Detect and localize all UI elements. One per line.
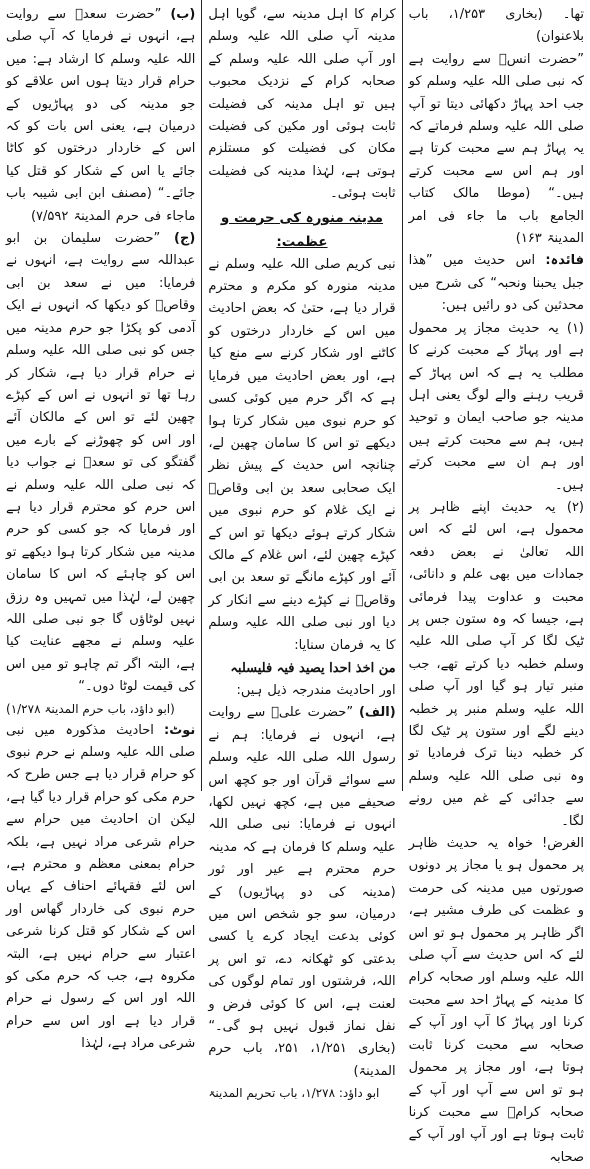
hadith-label: (ج) [174, 231, 196, 247]
reference: (ابو داؤد، باب حرم المدینۃ ۱/۲۷۸) [6, 701, 175, 716]
section-heading: مدینہ منورہ کی حرمت و عظمت: [220, 209, 384, 250]
note-text: احادیث مذکورہ میں نبی صلی اللہ علیہ وسلم نے حرم نبوی کو حرام قرار دیا ہے جس طرح کہ حرم مکی کو حرام قرار دیا گیا ہے، لیکن ان احادیث میں حرام سے حرام شرعی مراد نہیں ہے، بلکہ حرام بمعنی معظم و محترم ہے، اس لئے فقہائے احناف کے یہاں حرم نبوی کی خاردار گھاس اور اس کے شکار کو قتل کرنا شرعی اعتبار سے حرام نہیں ہے، البتہ مکروہ ہے، جب کہ حرم مکی کو اللہ اور اس کے رسول نے حرام قرار دیا ہے اور اس سے حرام شرعی مراد ہے، لہٰذا [6, 722, 196, 1052]
hadith-text: ”حضرت سلیمان بن ابو عبداللہ سے روایت ہے، انہوں نے فرمایا: میں نے سعد بن ابی وقاصؓ کو دیکھا کہ انہوں نے ایک آدمی کو پکڑا جو حرم مدینہ میں جس کو نبی صلی اللہ علیہ وسلم نے حرام قرار دیا ہے، شکار کر رہا تھا تو انہوں نے اس کے کپڑے چھین لئے تو اس کے مالکان آئے اور اس کو چھوڑنے کے بارے میں گفتگو کی تو سعدؓ نے جواب دیا کہ نبی صلی اللہ علیہ وسلم نے اس حرم کو محترم قرار دیا ہے اور فرمایا کہ جو کسی کو حرم مدینہ میں شکار کرتا ہوا دیکھے تو اس کو چاہئے کہ اس کا سامان چھین لے، لہٰذا میں تمہیں وہ رزق نہیں لوٹاؤں گا جو نبی صلی اللہ علیہ وسلم نے مجھے عنایت کیا ہے، البتہ اگر تم چاہو تو میں اس کی قیمت لوٹا دوں۔“ [6, 231, 196, 695]
note-paragraph [6, 720, 195, 1056]
paragraph: نبی کریم صلی اللہ علیہ وسلم نے مدینہ منورہ کو مکرم و محترم قرار دیا ہے، حتیٰ کہ بعض احادیث میں اس کے خاردار درختوں کو کاٹنے اور شکار کرنے سے منع کیا ہے، اور بعض احادیث میں فرمایا ہے کہ اگر حرم میں کوئی کسی کو حرم نبوی میں شکار کرتا ہوا دیکھے تو اس کا سامان چھین لے، چنانچہ اس حدیث کے پیش نظر ایک صحابی سعد بن ابی وقاصؓ نے ایک غلام کو حرم نبوی میں شکار کرتے ہوئے دیکھا تو اس کے کپڑے چھین لئے، اس غلام کے مالک آئے اور کپڑے مانگے تو سعد بن ابی وقاصؓ نے کپڑے دینے سے انکار کر دیا اور نبی صلی اللہ علیہ وسلم کا یہ فرمان سنایا: [208, 256, 396, 653]
hadith-paragraph [208, 702, 395, 1083]
faida-paragraph [409, 250, 584, 317]
note-label: نوٹ: [164, 722, 196, 738]
opinion-two-paragraph: (۲) یہ حدیث اپنے ظاہر پر محمول ہے، اس لئے کہ اس اللہ تعالیٰ نے بعض دفعہ جمادات میں بھی علم و دانائی، محبت و عداوت پیدا فرمائی ہے، جیسا کہ وہ ستون جس پر ٹیک لگا کر آپ صلی اللہ علیہ وسلم خطبہ دیا کرتے تھے، جب منبر تیار ہو گیا اور آپ صلی اللہ علیہ وسلم منبر پر خطبہ دینے لگے اور ستون پر ٹیک لگا کر خطبہ دینا ترک فرمادیا تو وہ نبی صلی اللہ علیہ وسلم سے جدائی کے غم میں رونے لگا۔ [408, 499, 584, 829]
conclusion-paragraph: الغرض! خواہ یہ حدیث ظاہر پر محمول ہو یا مجاز پر دونوں صورتوں میں مدینہ کی حرمت و عظمت کی طرف مشیر ہے، اگر ظاہر پر محمول ہو تو اس لئے کہ اس حدیث سے آپ صلی اللہ علیہ وسلم اور صحابہ کرام کا مدینہ کے پہاڑ احد سے محبت کرنا اور پہاڑ کا آپ اور آپ کے صحابہ سے محبت کرنا ثابت ہوتا ہے، اور مجاز پر محمول ہو تو اس سے آپ اور آپ کے صحابہ کرامؓ سے محبت کرنا ثابت ہوتا ہے اور آپ اور آپ کے صحابہ [408, 836, 584, 1165]
paragraph: اور احادیث مندرجہ ذیل ہیں: [236, 682, 396, 698]
column-right [403, 0, 590, 1165]
hadith-label: (الف) [358, 705, 396, 721]
hadith-paragraph [6, 228, 195, 699]
paragraph: کرام کا اہل مدینہ سے، گویا اہل مدینہ آپ صلی اللہ علیہ وسلم اور آپ صلی اللہ علیہ وسلم کے صحابہ کرام کے نزدیک محبوب ہیں تو اہل مدینہ کی فضیلت ثابت ہوئی اور مکین کی فضیلت مکان کی فضیلت کو مستلزم ہوتی ہے، لہٰذا مدینہ کی فضیلت ثابت ہوئی۔ [208, 7, 396, 202]
paragraph: تھا۔ (بخاری ۱/۲۵۳، باب بلاعنوان) [408, 7, 584, 45]
hadith-text: ”حضرت سعدؓ سے روایت ہے، انہوں نے فرمایا کہ آپ صلی اللہ علیہ وسلم کا ارشاد ہے: میں حرام قرار دیتا ہوں اس علاقے کو جو مدینہ کی دو پہاڑیوں کے درمیان ہے، یعنی اس بات کو کہ اس کے خاردار درختوں کو کاٹا جائے یا اس کے شکار کو قتل کیا جائے۔“ (مصنف ابن ابی شیبہ باب ماجاء فی حرم المدینۃ ۷/۵۹۲) [6, 7, 196, 224]
column-divider [201, 0, 202, 791]
opinion-one-paragraph: (۱) یہ حدیث مجاز پر محمول ہے اور پہاڑ کے محبت کرنے کا مطلب یہ ہے کہ اس پہاڑ کے قریب رہنے والے لوگ یعنی اہل مدینہ جو صاحب ایمان و توحید ہیں، ہم سے محبت کرتے ہیں اور ہم ان سے محبت کرتے ہیں۔ [408, 320, 584, 493]
column-divider [402, 0, 403, 791]
column-left [0, 0, 201, 1052]
column-middle [202, 0, 401, 1101]
hadith-text: ”حضرت علیؓ سے روایت ہے، انہوں نے فرمایا: ہم نے رسول اللہ صلی اللہ علیہ وسلم سے سوائے قرآن اور جو کچھ اس صحیفے میں ہے، کچھ نہیں لکھا، انہوں نے فرمایا: نبی صلی اللہ علیہ وسلم کا فرمان ہے کہ مدینہ حرم محترم ہے عیر اور ثور (مدینہ کی دو پہاڑیوں) کے درمیان، سو جو شخص اس میں کوئی بدعت ایجاد کرے یا کسی بدعتی کو ٹھکانہ دے، تو اس پر اللہ، فرشتوں اور تمام لوگوں کی لعنت ہے، اس کا کوئی فرض و نفل نماز قبول نہیں ہو گی۔“ (بخاری ۱/۲۵۱، ۲۵۱، باب حرم المدینۃ) [208, 705, 396, 1079]
hadith-label: (ب) [170, 7, 196, 22]
faida-text: اس حدیث میں ”ھذا جبل یحبنا ونحبہ“ کی شرح میں محدثین کی دو رائیں ہیں: [408, 253, 584, 314]
faida-label: فائدہ: [545, 253, 584, 269]
arabic-quote: من اخذ احدا یصید فیہ فلیسلبہ [230, 660, 396, 676]
hadith-paragraph [6, 4, 195, 228]
hadith-paragraph: ”حضرت انسؓ سے روایت ہے کہ نبی صلی اللہ علیہ وسلم کو جب احد پہاڑ دکھائی دیتا تو آپ صلی اللہ علیہ وسلم فرماتے کہ یہ پہاڑ ہم سے محبت کرتا ہے اور ہم اس سے محبت کرتے ہیں۔“ (موطا مالک کتاب الجامع باب ما جاء فی امر المدینۃ ۱۶۳) [408, 51, 584, 247]
reference: ابو داؤد: ۱/۲۷۸، باب تحریم المدینۃ [208, 1086, 380, 1101]
